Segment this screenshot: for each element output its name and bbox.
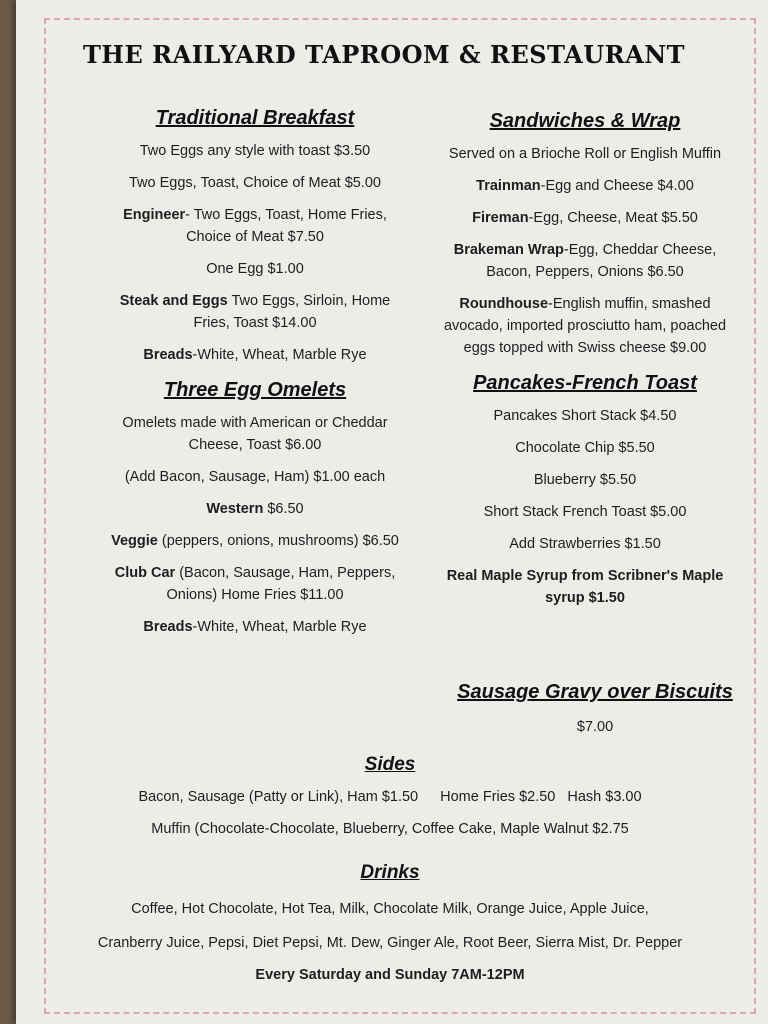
menu-item bbox=[105, 344, 405, 366]
drinks-section bbox=[40, 862, 740, 986]
left-column bbox=[105, 104, 405, 648]
menu-item-name: Steak and Eggs bbox=[119, 293, 228, 309]
menu-item-text: -Egg, Cheese, Meat $5.50 bbox=[528, 210, 698, 226]
drinks-line-1: Coffee, Hot Chocolate, Hot Tea, Milk, Chocolate Milk, Orange Juice, Apple Juice, bbox=[131, 901, 649, 917]
menu-item-name: Fireman bbox=[472, 210, 529, 226]
menu-item-name: Roundhouse bbox=[459, 296, 549, 312]
section-heading-breakfast: Traditional Breakfast bbox=[155, 107, 355, 129]
menu-item-name: Western bbox=[206, 501, 264, 517]
omelets-list bbox=[105, 412, 405, 638]
section-heading-pancakes: Pancakes-French Toast bbox=[473, 372, 697, 394]
sides-line-2: Muffin (Chocolate-Chocolate, Blueberry, Coffee Cake, Maple Walnut $2.75 bbox=[151, 821, 629, 837]
gravy-price: $7.00 bbox=[576, 719, 614, 735]
menu-item bbox=[105, 140, 405, 162]
menu-item bbox=[105, 412, 405, 456]
menu-item-text: Blueberry $5.50 bbox=[533, 472, 637, 488]
section-heading-sandwiches: Sandwiches & Wrap bbox=[489, 110, 681, 132]
menu-item bbox=[105, 530, 405, 552]
hours-note: Every Saturday and Sunday 7AM-12PM bbox=[255, 967, 525, 983]
menu-item-text: -English muffin, smashed avocado, imported prosciutto ham, poached eggs topped with Swiss cheese $9.00 bbox=[443, 296, 727, 356]
section-heading-omelets: Three Egg Omelets bbox=[163, 379, 347, 401]
menu-item-name: Engineer bbox=[123, 207, 186, 223]
menu-item-text: Two Eggs any style with toast $3.50 bbox=[139, 143, 371, 159]
menu-item-text: Chocolate Chip $5.50 bbox=[515, 440, 655, 456]
menu-item bbox=[430, 437, 740, 459]
breakfast-list bbox=[105, 140, 405, 366]
menu-item-name: Club Car bbox=[114, 565, 176, 581]
menu-item bbox=[105, 498, 405, 520]
menu-item bbox=[105, 616, 405, 638]
menu-item-text: -White, Wheat, Marble Rye bbox=[192, 347, 367, 363]
menu-item bbox=[430, 469, 740, 491]
menu-item-name: Veggie bbox=[111, 533, 158, 549]
menu-item bbox=[430, 565, 740, 609]
menu-item bbox=[105, 258, 405, 280]
menu-item bbox=[105, 466, 405, 488]
menu-item-text: One Egg $1.00 bbox=[206, 261, 304, 277]
menu-item-text: (Bacon, Sausage, Ham, Peppers, Onions) Home Fries $11.00 bbox=[166, 565, 396, 603]
menu-item bbox=[430, 175, 740, 197]
menu-item-name: Brakeman Wrap bbox=[453, 242, 564, 258]
menu-item-text: Add Strawberries $1.50 bbox=[509, 536, 661, 552]
menu-item bbox=[430, 207, 740, 229]
sides-line-1 bbox=[40, 786, 740, 808]
menu-item-text: $6.50 bbox=[263, 501, 304, 517]
menu-item-text: (Add Bacon, Sausage, Ham) $1.00 each bbox=[124, 469, 386, 485]
pancakes-list bbox=[430, 405, 740, 609]
menu-item-name: Breads bbox=[143, 619, 193, 635]
menu-item-text: (peppers, onions, mushrooms) $6.50 bbox=[157, 533, 399, 549]
menu-item bbox=[105, 562, 405, 606]
gravy-section bbox=[440, 678, 750, 738]
sides-section bbox=[40, 754, 740, 840]
menu-item bbox=[430, 143, 740, 165]
menu-item-text: Pancakes Short Stack $4.50 bbox=[493, 408, 677, 424]
menu-item-name: Real Maple Syrup from Scribner's Maple syrup $1.50 bbox=[446, 568, 724, 606]
sides-meats: Bacon, Sausage (Patty or Link), Ham $1.50 bbox=[138, 789, 419, 805]
menu-item-name: Breads bbox=[143, 347, 193, 363]
section-heading-gravy: Sausage Gravy over Biscuits bbox=[457, 681, 733, 703]
menu-item bbox=[105, 204, 405, 248]
menu-item-text: Two Eggs, Sirloin, Home Fries, Toast $14.00 bbox=[193, 293, 391, 331]
menu-item bbox=[430, 405, 740, 427]
menu-item bbox=[430, 239, 740, 283]
menu-item-text: Served on a Brioche Roll or English Muffin bbox=[448, 146, 722, 162]
menu-item-text: -Egg and Cheese $4.00 bbox=[540, 178, 694, 194]
menu-item bbox=[105, 290, 405, 334]
menu-item-text: Two Eggs, Toast, Choice of Meat $5.00 bbox=[128, 175, 381, 191]
menu-item bbox=[430, 293, 740, 359]
right-column bbox=[430, 107, 740, 619]
section-heading-drinks: Drinks bbox=[360, 862, 420, 883]
section-heading-sides: Sides bbox=[364, 754, 416, 775]
menu-item bbox=[105, 172, 405, 194]
sandwiches-list bbox=[430, 143, 740, 359]
restaurant-title: THE RAILYARD TAPROOM & RESTAURANT bbox=[82, 40, 686, 69]
drinks-line-2: Cranberry Juice, Pepsi, Diet Pepsi, Mt. Dew, Ginger Ale, Root Beer, Sierra Mist, Dr. Pepper bbox=[97, 935, 683, 951]
menu-item-text: Omelets made with American or Cheddar Cheese, Toast $6.00 bbox=[122, 415, 388, 453]
menu-item-text: Short Stack French Toast $5.00 bbox=[483, 504, 687, 520]
sides-hash: Hash $3.00 bbox=[567, 789, 642, 805]
sides-home-fries: Home Fries $2.50 bbox=[440, 789, 556, 805]
menu-item-text: - Two Eggs, Toast, Home Fries, Choice of Meat $7.50 bbox=[185, 207, 387, 245]
menu-item-name: Trainman bbox=[476, 178, 541, 194]
menu-item-text: -Egg, Cheddar Cheese, Bacon, Peppers, Onions $6.50 bbox=[486, 242, 717, 280]
menu-item bbox=[430, 533, 740, 555]
menu-item-text: -White, Wheat, Marble Rye bbox=[192, 619, 367, 635]
menu-item bbox=[430, 501, 740, 523]
